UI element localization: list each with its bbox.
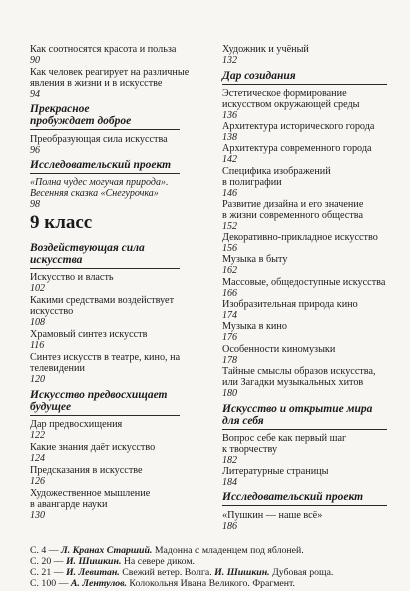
section-heading: будущее	[30, 401, 72, 413]
toc-entry-page: 126	[30, 476, 45, 487]
toc-entry-page: 178	[222, 355, 237, 366]
toc-entry-title: или Загадки музыкальных хитов	[222, 377, 364, 388]
toc-entry-page: 180	[222, 388, 237, 399]
toc-entry-title: Дар предвосхищения	[30, 419, 123, 430]
toc-entry-page: 136	[222, 110, 237, 121]
section-rule	[30, 415, 180, 416]
toc-entry-title: телевидении	[30, 363, 85, 374]
grade-heading: 9 класс	[30, 212, 93, 233]
toc-entry-title: «Пушкин — наше всё»	[222, 510, 323, 521]
toc-entry-page: 162	[222, 265, 237, 276]
toc-entry-title: Предсказания в искусстве	[30, 465, 143, 476]
toc-entry-title: Изобразительная природа кино	[222, 299, 358, 310]
toc-entry-title: Синтез искусств в театре, кино, на	[30, 352, 181, 363]
section-heading: Воздействующая сила	[30, 242, 145, 254]
section-heading: Искусство и открытие мира	[222, 403, 373, 415]
toc-entry-page: 146	[222, 188, 237, 199]
toc-entry-page: 138	[222, 132, 237, 143]
section-heading: для себя	[222, 415, 264, 427]
toc-entry-title: Архитектура исторического города	[222, 121, 375, 132]
section-rule	[222, 84, 387, 85]
caption-line: С. 100 — А. Лентулов. Колокольня Ивана Великого. Фрагмент.	[30, 578, 295, 589]
section-heading: Прекрасное	[30, 103, 90, 115]
toc-entry-title: Развитие дизайна и его значение	[222, 199, 364, 210]
section-heading: Исследовательский проект	[30, 159, 172, 171]
toc-entry-page: 108	[30, 317, 45, 328]
toc-entry-title: в полиграфии	[222, 177, 282, 188]
toc-entry-page: 182	[222, 455, 237, 466]
caption-line: С. 21 — И. Левитан. Свежий ветер. Волга. И. Шишкин. Дубовая роща.	[30, 567, 334, 578]
toc-entry-page: 130	[30, 510, 45, 521]
section-rule	[30, 268, 180, 269]
toc-entry-page: 152	[222, 221, 237, 232]
toc-entry-page: 122	[30, 430, 45, 441]
toc-entry-page: 166	[222, 288, 237, 299]
toc-entry-title: Литературные страницы	[222, 466, 329, 477]
toc-entry-title: явления в жизни и в искусстве	[30, 78, 163, 89]
toc-entry-title: Архитектура современного города	[222, 143, 372, 154]
toc-entry-title: Искусство и власть	[30, 272, 114, 283]
toc-entry-title: Художественное мышление	[30, 488, 151, 499]
toc-entry-title: Музыка в быту	[222, 254, 288, 265]
toc-entry-title: Какие знания даёт искусство	[30, 442, 156, 453]
toc-entry-page: 184	[222, 477, 237, 488]
toc-entry-page: 94	[30, 89, 40, 100]
section-heading: пробуждает доброе	[30, 115, 132, 127]
toc-entry-title: в жизни современного общества	[222, 210, 363, 221]
section-rule	[222, 429, 387, 430]
toc-entry-page: 116	[30, 340, 45, 351]
toc-entry-page: 174	[222, 310, 237, 321]
toc-entry-page: 156	[222, 243, 237, 254]
section-heading: Искусство предвосхищает	[30, 389, 168, 401]
toc-entry-title: Преобразующая сила искусства	[30, 134, 168, 145]
toc-entry-title: искусством окружающей среды	[222, 99, 360, 110]
toc-entry-page: 176	[222, 332, 237, 343]
toc-entry-page: 120	[30, 374, 45, 385]
section-heading: Исследовательский проект	[222, 491, 364, 503]
section-rule	[222, 505, 387, 506]
toc-entry-page: 132	[222, 55, 237, 66]
toc-entry-title: Декоративно-прикладное искусство	[222, 232, 378, 243]
toc-entry-title: Художник и учёный	[222, 44, 309, 55]
toc-entry-title: Какими средствами воздействует	[30, 295, 175, 306]
toc-entry-page: 142	[222, 154, 237, 165]
toc-entry-page: 96	[30, 145, 40, 156]
caption-line: С. 4 — Л. Кранах Старший. Мадонна с младенцем под яблоней.	[30, 545, 304, 556]
toc-entry-title: в авангарде науки	[30, 499, 108, 510]
toc-entry-title: Эстетическое формирование	[222, 88, 347, 99]
toc-entry-title: Тайные смыслы образов искусства,	[222, 366, 376, 377]
toc-entry-title: Как человек реагирует на различные	[30, 67, 190, 78]
section-heading: Дар созидания	[222, 70, 296, 82]
toc-entry-page: 90	[30, 55, 40, 66]
toc-entry-title: Массовые, общедоступные искусства	[222, 277, 386, 288]
section-rule	[30, 129, 180, 130]
toc-entry-page: 98	[30, 199, 40, 210]
toc-entry-title: Специфика изображений	[222, 166, 331, 177]
toc-entry-page: 186	[222, 521, 237, 532]
toc-entry-page: 102	[30, 283, 45, 294]
toc-entry-title: Как соотносятся красота и польза	[30, 44, 177, 55]
section-heading: искусства	[30, 254, 83, 266]
toc-entry-title: Особенности киномузыки	[222, 344, 336, 355]
project-title-line: «Полна чудес могучая природа».	[30, 177, 169, 188]
toc-entry-title: Музыка в кино	[222, 321, 287, 332]
toc-entry-title: к творчеству	[222, 444, 278, 455]
toc-entry-page: 124	[30, 453, 45, 464]
toc-entry-title: искусство	[30, 306, 74, 317]
caption-line: С. 20 — И. Шишкин. На севере диком.	[30, 556, 196, 567]
section-rule	[30, 173, 180, 174]
project-title-line: Весенняя сказка «Снегурочка»	[30, 188, 159, 199]
toc-entry-title: Храмовый синтез искусств	[30, 329, 148, 340]
toc-entry-title: Вопрос себе как первый шаг	[222, 433, 347, 444]
